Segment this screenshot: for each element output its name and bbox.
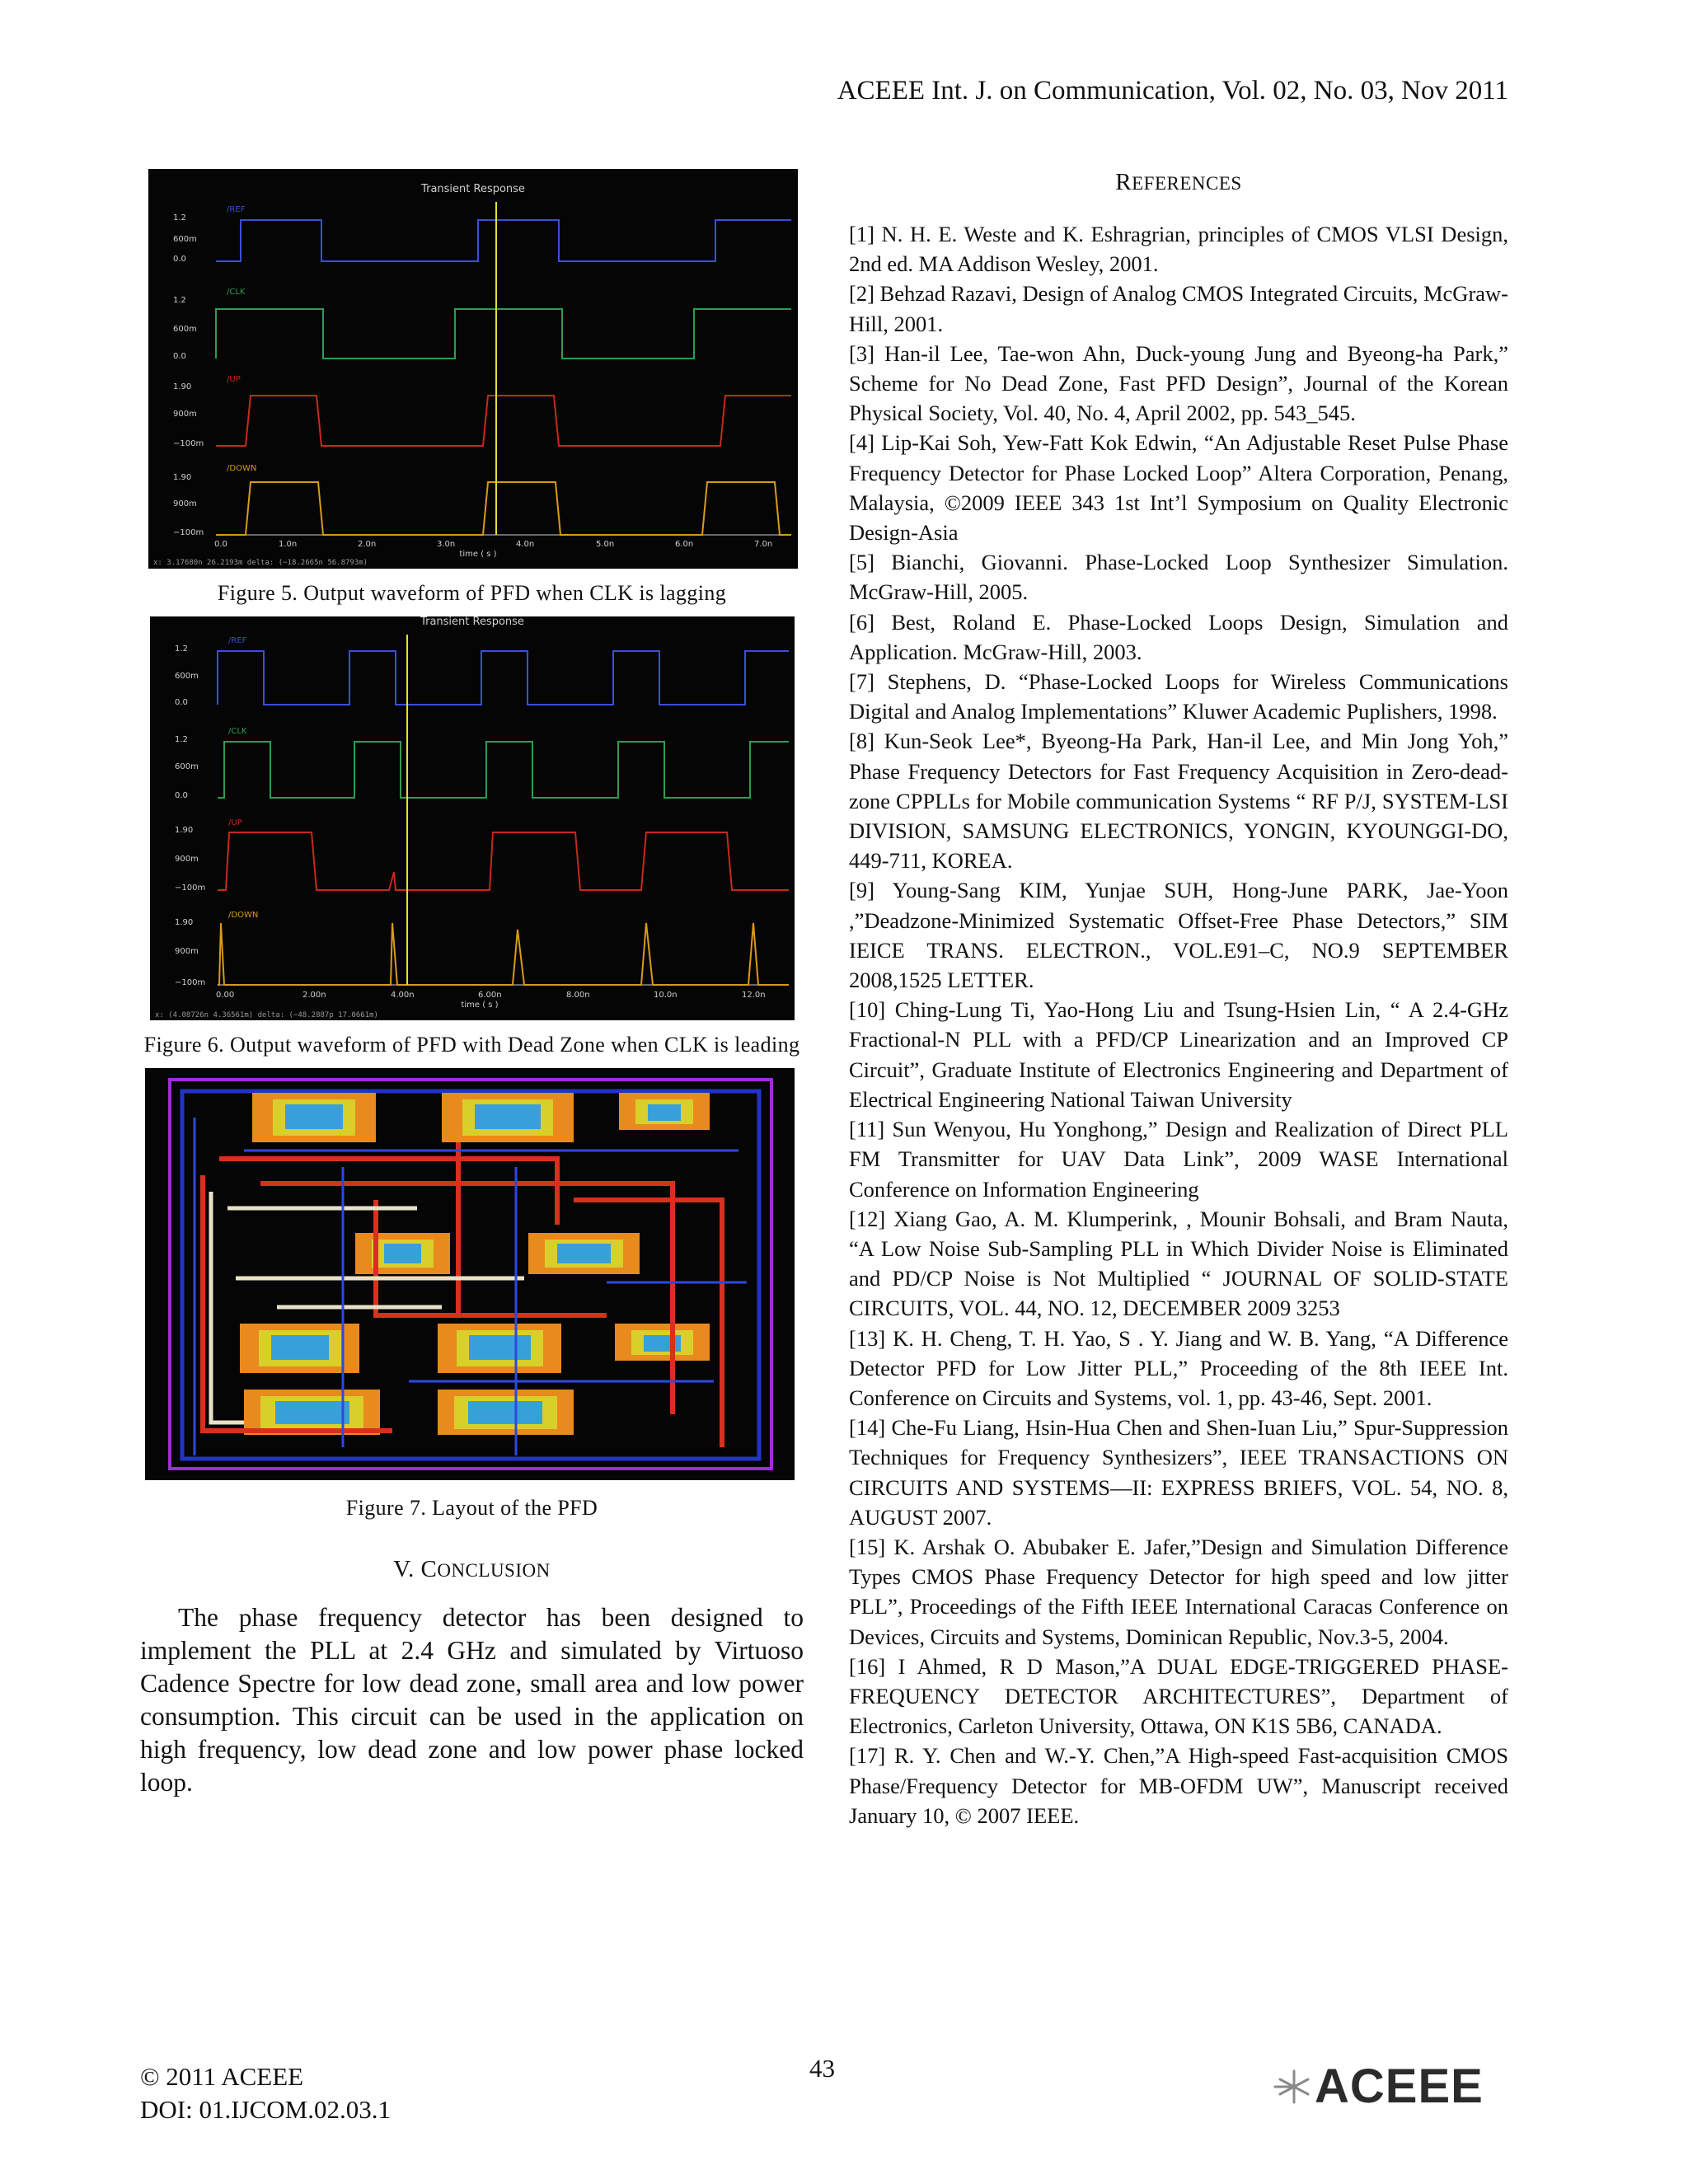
f5-legend-down: /DOWN [227, 464, 257, 473]
f6-ytick: 0.0 [175, 698, 188, 707]
figure-7-caption: Figure 7. Layout of the PFD [345, 1496, 598, 1520]
f6-xtick: 2.00n [302, 991, 326, 1000]
reference-item: [7] Stephens, D. “Phase-Locked Loops for Wireless Communications Digital and Analog Implementations” Kluwer Academic Puplishers, 1998. [849, 669, 1508, 724]
f6-legend-up: /UP [228, 818, 242, 827]
reference-item: [6] Best, Roland E. Phase-Locked Loops Design, Simulation and Application. McGraw-Hill, 2003. [849, 609, 1508, 664]
f6-ytick: −100m [175, 883, 206, 893]
f5-xtick: 4.0n [516, 540, 535, 549]
f5-xtick: 3.0n [437, 540, 456, 549]
f5-ytick: 0.0 [173, 352, 186, 361]
f6-xtick: 8.00n [566, 991, 590, 1000]
f5-xtick: 2.0n [358, 540, 377, 549]
f5-xtick: 1.0n [279, 540, 298, 549]
f6-ytick: 600m [175, 762, 199, 771]
figure-7-image [145, 1068, 795, 1480]
references-heading [849, 169, 1508, 196]
f5-ytick: 1.90 [173, 382, 192, 391]
star-logo-icon [1273, 2066, 1315, 2107]
reference-item: [8] Kun-Seok Lee*, Byeong-Ha Park, Han-il Lee, and Min Jong Yoh,” Phase Frequency Detectors for Fast Frequency Acquisition in Zero-dead-zone CPPLLs for Mobile communication Systems “ RF P/J, SYSTEM-LSI DIVISION, SAMSUNG ELECTRONICS, YONGIN, KYOUNGGI-DO, 449-711, KOREA. [849, 729, 1508, 874]
reference-item: [1] N. H. E. Weste and K. Eshragrian, principles of CMOS VLSI Design, 2nd ed. MA Addison Wesley, 2001. [849, 222, 1508, 277]
f5-ytick: −100m [173, 439, 204, 448]
f6-xtick: 0.00 [216, 991, 235, 1000]
reference-item: [3] Han-il Lee, Tae-won Ahn, Duck-young Jung and Byeong-ha Park,” Scheme for No Dead Zone, Fast PFD Design”, Journal of the Korean Physical Society, Vol. 40, No. 4, April 2002, pp. 543_545. [849, 340, 1508, 426]
f6-ytick: −100m [175, 978, 206, 987]
conclusion-heading-rest: ONCLUSION [437, 1560, 551, 1581]
figure-5-waveform [148, 169, 798, 569]
reference-item: [12] Xiang Gao, A. M. Klumperink, , Mounir Bohsali, and Bram Nauta, “A Low Noise Sub-Sampling PLL in Which Divider Noise is Eliminated and PD/CP Noise is Not Multiplied “ JOURNAL OF SOLID-STATE CIRCUITS, VOL. 44, NO. 12, DECEMBER 2009 3253 [849, 1206, 1508, 1321]
f5-legend-ref: /REF [227, 205, 246, 214]
footer-doi: DOI: 01.IJCOM.02.03.1 [140, 2095, 391, 2124]
f5-ytick: 1.2 [173, 213, 186, 223]
footer-copyright: © 2011 ACEEE [140, 2062, 304, 2091]
f5-ytick: 900m [173, 410, 197, 419]
footer-left [140, 2060, 391, 2126]
reference-item: [2] Behzad Razavi, Design of Analog CMOS Integrated Circuits, McGraw-Hill, 2001. [849, 281, 1508, 336]
f6-xtick: 4.00n [391, 991, 415, 1000]
f6-legend-down: /DOWN [228, 911, 259, 920]
reference-item: [17] R. Y. Chen and W.-Y. Chen,”A High-speed Fast-acquisition CMOS Phase/Frequency Detector for MB-OFDM UW”, Manuscript received January 10, © 2007 IEEE. [849, 1743, 1508, 1828]
f6-xtick: 10.0n [654, 991, 678, 1000]
publisher-logo [1273, 2059, 1484, 2114]
f6-ytick: 0.0 [175, 791, 188, 800]
references-heading-rest: EFERENCES [1132, 173, 1242, 194]
f5-xtick: 0.0 [214, 540, 227, 549]
f6-legend-ref: /REF [228, 636, 247, 645]
figure-6-image [150, 616, 795, 1020]
figure-6-plot-title: Transient Response [420, 616, 524, 628]
figure-5-image [148, 169, 798, 569]
reference-item: [14] Che-Fu Liang, Hsin-Hua Chen and Shen-Iuan Liu,” Spur-Suppression Techniques for Frequency Synthesizers”, IEEE TRANSACTIONS ON CIRCUITS AND SYSTEMS—II: EXPRESS BRIEFS, VOL. 54, NO. 8, AUGUST 2007. [849, 1415, 1508, 1530]
f6-xtick: 12.0n [742, 991, 766, 1000]
reference-item: [11] Sun Wenyou, Hu Yonghong,” Design and Realization of Direct PLL FM Transmitter for UAV Data Link”, 2009 WASE International Conference on Information Engineering [849, 1117, 1508, 1202]
conclusion-heading-prefix: V. C [393, 1556, 438, 1582]
right-column [849, 169, 1508, 1830]
f6-xtick: 6.00n [478, 991, 502, 1000]
f5-ytick: 600m [173, 235, 197, 244]
f5-xtick: 5.0n [596, 540, 615, 549]
reference-item: [16] I Ahmed, R D Mason,”A DUAL EDGE-TRIGGERED PHASE-FREQUENCY DETECTOR ARCHITECTURES”, Department of Electronics, Carleton University, Ottawa, ON K1S 5B6, CANADA. [849, 1653, 1508, 1739]
f6-ytick: 600m [175, 672, 199, 681]
reference-item: [9] Young-Sang KIM, Yunjae SUH, Hong-June PARK, Jae-Yoon ,”Deadzone-Minimized Systematic Offset-Free Phase Detectors,” SIM IEICE TRANS. ELECTRON., VOL.E91–C, NO.9 SEPTEMBER 2008,1525 LETTER. [849, 878, 1508, 993]
reference-item: [4] Lip-Kai Soh, Yew-Fatt Kok Edwin, “An Adjustable Reset Pulse Phase Frequency Detector for Phase Locked Loop” Altera Corporation, Penang, Malaysia, ©2009 IEEE 343 1st Int’l Symposium on Quality Electronic Design-Asia [849, 430, 1508, 546]
f6-ytick: 900m [175, 947, 199, 956]
conclusion-heading [140, 1556, 804, 1583]
f5-ytick: −100m [173, 528, 204, 537]
reference-item: [10] Ching-Lung Ti, Yao-Hong Liu and Tsung-Hsien Lin, “ A 2.4-GHz Fractional-N PLL with a PFD/CP Linearization and an Improved CP Circuit”, Graduate Institute of Electronics Engineering and Department of Electrical Engineering National Taiwan University [849, 997, 1508, 1112]
page-number: 43 [809, 2054, 835, 2083]
figure-7-layout [145, 1068, 795, 1480]
f6-ytick: 1.2 [175, 735, 188, 744]
f6-ytick: 1.90 [175, 918, 194, 927]
f6-ytick: 900m [175, 855, 199, 864]
figure-5-plot-title: Transient Response [421, 183, 525, 195]
f6-ytick: 1.2 [175, 644, 188, 654]
f5-xtick: 6.0n [675, 540, 694, 549]
references-heading-prefix: R [1115, 169, 1132, 195]
f6-xlabel: time ( s ) [461, 1001, 499, 1010]
f5-xtick: 7.0n [754, 540, 773, 549]
f5-xlabel: time ( s ) [459, 550, 497, 559]
f6-ytick: 1.90 [175, 826, 194, 835]
figure-6-waveform [150, 616, 795, 1020]
left-column [140, 169, 804, 1799]
f5-legend-up: /UP [227, 375, 241, 384]
f5-ytick: 1.2 [173, 296, 186, 305]
figure-5-caption: Figure 5. Output waveform of PFD when CLK is lagging [217, 581, 727, 605]
f6-status: x: (4.08726n 4.36561m) delta: (−48.2887p 17.0661m) [155, 1011, 378, 1019]
f5-ytick: 0.0 [173, 255, 186, 264]
f5-legend-clk: /CLK [227, 288, 246, 297]
f5-ytick: 1.90 [173, 473, 192, 482]
reference-item: [15] K. Arshak O. Abubaker E. Jafer,”Design and Simulation Difference Types CMOS Phase Frequency Detector for high speed and low jitter PLL”, Proceedings of the Fifth IEEE International Caracas Conference on Devices, Circuits and Systems, Dominican Republic, Nov.3-5, 2004. [849, 1534, 1508, 1649]
reference-item: [5] Bianchi, Giovanni. Phase-Locked Loop Synthesizer Simulation. McGraw-Hill, 2005. [849, 550, 1508, 605]
logo-text: ACEEE [1315, 2060, 1484, 2113]
f5-status: x: 3.17680n 26.2193m delta: (−18.2665n 56.8793m) [153, 559, 368, 567]
figure-6-caption: Figure 6. Output waveform of PFD with Dead Zone when CLK is leading [143, 1033, 800, 1057]
reference-list [849, 219, 1508, 1830]
reference-item: [13] K. H. Cheng, T. H. Yao, S . Y. Jiang and W. B. Yang, “A Difference Detector PFD for Low Jitter PLL,” Proceeding of the 8th IEEE Int. Conference on Circuits and Systems, vol. 1, pp. 43-46, Sept. 2001. [849, 1325, 1508, 1410]
running-head: ACEEE Int. J. on Communication, Vol. 02, No. 03, Nov 2011 [837, 76, 1508, 105]
f6-legend-clk: /CLK [228, 727, 247, 736]
f5-ytick: 600m [173, 325, 197, 334]
conclusion-paragraph: The phase frequency detector has been designed to implement the PLL at 2.4 GHz and simulated by Virtuoso Cadence Spectre for low dead zone, small area and low power consumption. This circuit can be used in the application on high frequency, low dead zone and low power phase locked loop. [140, 1603, 804, 1797]
f5-ytick: 900m [173, 499, 197, 509]
